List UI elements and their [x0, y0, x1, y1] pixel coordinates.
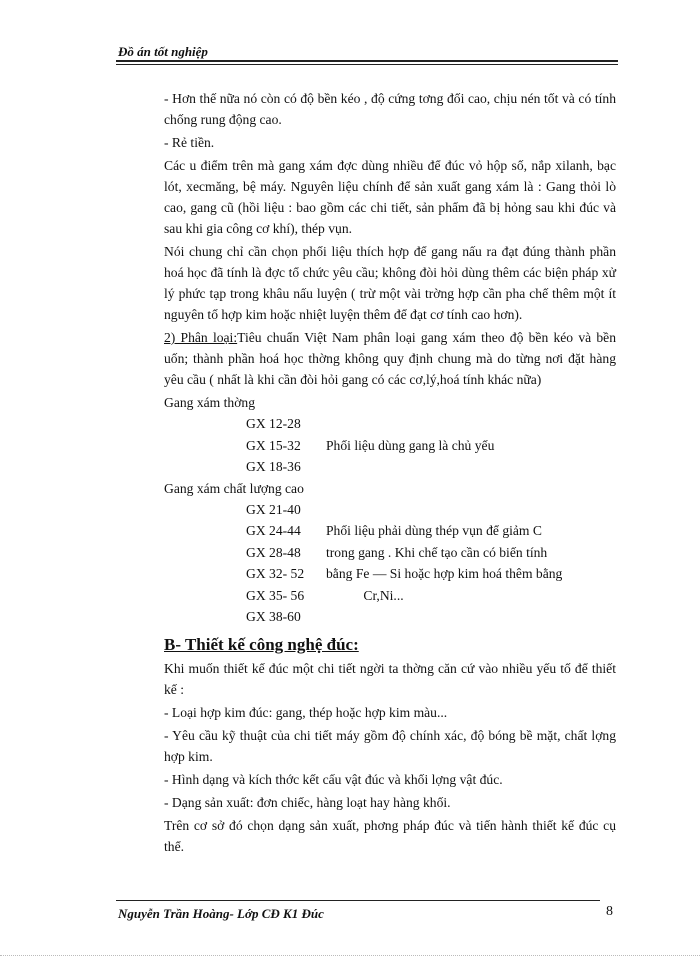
paragraph-1: - Hơn thế nữa nó còn có độ bền kéo , độ cứng tơng đối cao, chịu nén tốt và có tính chống rung động cao. — [164, 91, 616, 127]
grade-row — [164, 456, 616, 478]
paragraph-9: - Hình dạng và kích thớc kết cấu vật đúc và khối lợng vật đúc. — [164, 771, 503, 787]
grade-row — [164, 585, 616, 607]
grade-code: GX 24-44 — [246, 523, 301, 538]
group-1-list — [164, 413, 616, 478]
grade-code: GX 15-32 — [246, 437, 301, 453]
grade-note: Phối liệu dùng gang là chủ yếu — [326, 437, 495, 453]
paragraph-4: Nói chung chỉ cần chọn phối liệu thích hợp để gang nấu ra đạt đúng thành phần hoá học đã tính là đợc tổ chức yêu cầu; không đòi hỏi dùng thêm các biện pháp xử lý phức tạp trong khâu nấu luyện ( trừ một vài trờng hợp cần pha chế thêm một ít nguyên tố hợp kim hoặc nhiệt luyện thêm để đạt cơ tính cao hơn). — [164, 244, 616, 322]
group-2-title: Gang xám chất lượng cao — [164, 480, 304, 496]
grade-code: GX 18-36 — [246, 459, 301, 474]
footer-rule — [116, 900, 600, 901]
grade-note: trong gang . Khi chế tạo cần có biến tính — [326, 544, 548, 560]
header-rule-thin — [116, 64, 618, 65]
page-header-title: Đồ án tốt nghiệp — [118, 44, 208, 59]
grade-note: bằng Fe — Si hoặc hợp kim hoá thêm bằng — [326, 566, 563, 581]
paragraph-6: Khi muốn thiết kế đúc một chi tiết ngời ta thờng căn cứ vào nhiều yếu tố để thiết kế : — [164, 660, 616, 697]
grade-code: GX 28-48 — [246, 544, 301, 560]
group-2-list — [164, 499, 616, 628]
grade-note: Phối liệu phải dùng thép vụn để giảm C — [326, 523, 542, 538]
paragraph-5 — [164, 327, 616, 390]
document-body — [164, 88, 616, 857]
page-number: 8 — [606, 904, 613, 919]
grade-code: GX 12-28 — [246, 416, 301, 431]
group-1-title: Gang xám thờng — [164, 395, 256, 410]
paragraph-2: - Rẻ tiền. — [164, 135, 215, 150]
grade-code: GX 35- 56 — [246, 587, 305, 603]
grade-row — [164, 606, 616, 628]
section-heading: B- Thiết kế công nghệ đúc: — [164, 634, 359, 654]
grade-code: GX 21-40 — [246, 501, 301, 517]
paragraph-10: - Dạng sản xuất: đơn chiếc, hàng loạt hay hàng khối. — [164, 794, 451, 810]
grade-code: GX 32- 52 — [246, 566, 305, 581]
header-rule — [116, 60, 618, 62]
grade-code: GX 38-60 — [246, 609, 301, 624]
paragraph-8: - Yêu cầu kỹ thuật của chi tiết máy gồm độ chính xác, độ bóng bề mặt, chất lợng hợp kim. — [164, 727, 616, 764]
paragraph-7: - Loại hợp kim đúc: gang, thép hoặc hợp kim màu... — [164, 704, 448, 720]
classification-label: 2) Phân loại: — [164, 330, 238, 345]
grade-row — [164, 499, 616, 521]
classification-text: Tiêu chuẩn Việt Nam phân loại gang xám theo độ bền kéo và bền uốn; thành phần hoá học thờng không quy định chung mà do từng nơi đặt hàng yêu cầu ( nhất là khi cần đòi hỏi gang có các cơ,lý,hoá tính khác nữa) — [164, 330, 616, 387]
grade-note: Cr,Ni... — [326, 587, 404, 603]
grade-row — [164, 563, 616, 585]
page-bottom-divider — [0, 955, 700, 956]
grade-row — [164, 435, 616, 457]
grade-row — [164, 413, 616, 435]
grade-row — [164, 520, 616, 542]
paragraph-11: Trên cơ sở đó chọn dạng sản xuất, phơng pháp đúc và tiến hành thiết kế đúc cụ thể. — [164, 817, 616, 854]
grade-row — [164, 542, 616, 564]
paragraph-3: Các u điểm trên mà gang xám đợc dùng nhiều để đúc vỏ hộp số, nắp xilanh, bạc lót, xecmăng, bệ máy. Nguyên liệu chính để sản xuất gang xám là : Gang thỏi lò cao, gang cũ (hồi liệu : bao gồm các chi tiết, sản phẩm đã bị hỏng sau khi đúc và sau khi gia công cơ khí), thép vụn. — [164, 158, 616, 236]
footer-author: Nguyễn Trần Hoàng- Lớp CĐ K1 Đúc — [118, 906, 324, 921]
